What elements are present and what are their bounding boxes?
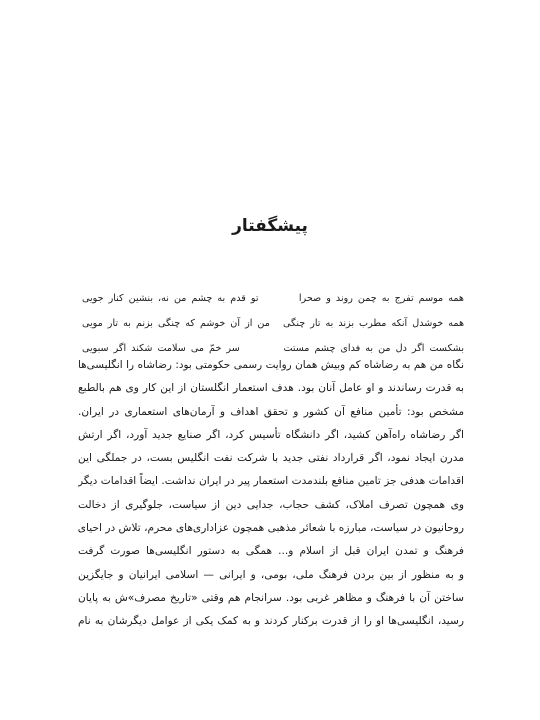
poem-hemistich-right: همه خوشدل آنکه مطرب بزند به تار چنگی bbox=[283, 318, 464, 329]
paragraph-line: اقدامات هدفی جز تامین منافع بلندمدت استعمار پیر در ایران نداشت. ایضاً اقدامات دیگر bbox=[78, 475, 464, 488]
paragraph-line: ساختن آن با فرهنگ و مظاهر غربی بود. سرانجام هم وقتی «تاریخ مصرف»ش به پایان bbox=[78, 591, 464, 604]
paragraph-line: فرهنگ و تمدن ایران قبل از اسلام و... همگی به دستور انگلیسی‌ها صورت گرفت bbox=[78, 545, 464, 558]
poem-hemistich-right: بشکست اگر دل من به فدای چشم مستت bbox=[283, 343, 464, 354]
paragraph-line: مدرن ایجاد نمود، اگر قرارداد نفتی جدید با شرکت نفت انگلیس بست، در جملگی این bbox=[78, 452, 464, 465]
paragraph-line: و به منظور از بین بردن فرهنگ ملی، بومی، و ایرانی — اسلامی ایرانیان و جایگزین bbox=[78, 568, 464, 581]
poem-couplet bbox=[82, 311, 464, 336]
poem-hemistich-left: سر خمّ می سلامت شکند اگر سبویی bbox=[82, 343, 240, 354]
poem bbox=[82, 286, 464, 361]
page-title: پیشگفتار bbox=[232, 216, 308, 236]
poem-hemistich-left: تو قدم به چشم من نه، بنشین کنار جویی bbox=[82, 293, 259, 304]
paragraph-line: نگاه من هم به رضاشاه کم وبیش همان روایت رسمی حکومتی بود: رضاشاه را انگلیسی‌ها bbox=[78, 359, 464, 371]
paragraph-line: مشخص بود: تأمین منافع آن کشور و تحقق اهداف و آرمان‌های استعماری در ایران. bbox=[78, 405, 464, 418]
paragraph-line: به قدرت رساندند و او عامل آنان بود. هدف استعمار انگلستان از این کار وی هم بالطبع bbox=[78, 382, 464, 395]
paragraph-line: وی همچون تصرف املاک، کشف حجاب، جدایی دین از سیاست، جلوگیری از دخالت bbox=[78, 498, 464, 511]
paragraph-line: اگر رضاشاه راه‌آهن کشید، اگر دانشگاه تأسیس کرد، اگر صنایع جدید آورد، اگر ارتش bbox=[78, 428, 464, 441]
poem-couplet bbox=[82, 286, 464, 311]
paragraph-line: رسید، انگلیسی‌ها او را از قدرت برکنار کردند و به کمک یکی از عوامل دیگرشان به نام bbox=[78, 615, 464, 628]
poem-hemistich-right: همه موسم تفرج به چمن روند و صحرا bbox=[298, 293, 464, 304]
body-paragraph bbox=[78, 354, 464, 634]
paragraph-line: روحانیون در سیاست، مبارزه با شعائر مذهبی همچون عزاداری‌های محرم، تلاش در احیای bbox=[78, 522, 464, 535]
poem-hemistich-left: من از آن خوشم که چنگی بزنم به تار مویی bbox=[82, 318, 270, 329]
